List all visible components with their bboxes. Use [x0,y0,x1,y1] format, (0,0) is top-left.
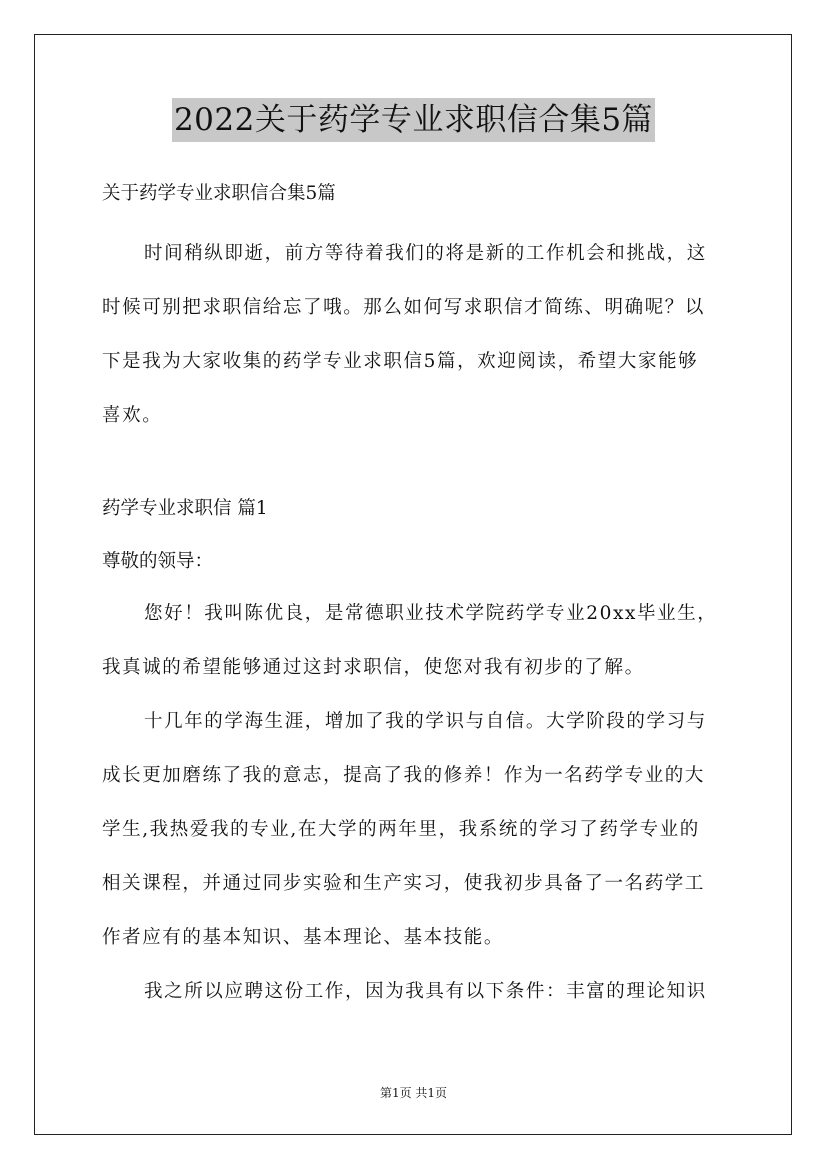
spacer [102,443,726,489]
section-heading: 药学专业求职信 篇1 [102,498,268,519]
document-title: 2022关于药学专业求职信合集5篇 [172,98,655,142]
paragraph-line: 作者应有的基本知识、基本理论、基本技能。 [102,927,505,948]
paragraph-1 [102,587,726,695]
document-subtitle: 关于药学专业求职信合集5篇 [102,183,336,204]
paragraph-line: 相关课程，并通过同步实验和生产实习，使我初步具备了一名药学工 [102,873,706,894]
spacer [102,528,726,542]
paragraph-line: 我真诚的希望能够通过这封求职信，使您对我有初步的了解。 [102,657,645,678]
page-footer: 第1页 共1页 [379,1086,448,1100]
title-container [0,98,827,142]
intro-line: 时候可别把求职信给忘了哦。那么如何写求职信才简练、明确呢？以 [102,297,706,318]
paragraph-2 [102,695,726,965]
paragraph-line: 十几年的学海生涯，增加了我的学识与自信。大学阶段的学习与 [144,711,707,732]
intro-paragraph [102,227,726,443]
intro-line: 下是我为大家收集的药学专业求职信5篇，欢迎阅读，希望大家能够 [102,351,699,372]
spacer [102,213,726,227]
paragraph-line: 您好！我叫陈优良，是常德职业技术学院药学专业20xx毕业生， [144,603,718,624]
intro-line: 时间稍纵即逝，前方等待着我们的将是新的工作机会和挑战，这 [144,243,707,264]
salutation: 尊敬的领导： [102,551,214,572]
document-body [102,174,726,1019]
intro-line: 喜欢。 [102,405,163,426]
paragraph-line: 成长更加磨练了我的意志，提高了我的修养！作为一名药学专业的大 [102,765,706,786]
paragraph-line: 我之所以应聘这份工作，因为我具有以下条件：丰富的理论知识 [144,981,707,1002]
paragraph-line: 学生,我热爱我的专业,在大学的两年里，我系统的学习了药学专业的 [102,819,700,840]
paragraph-3 [102,965,726,1019]
